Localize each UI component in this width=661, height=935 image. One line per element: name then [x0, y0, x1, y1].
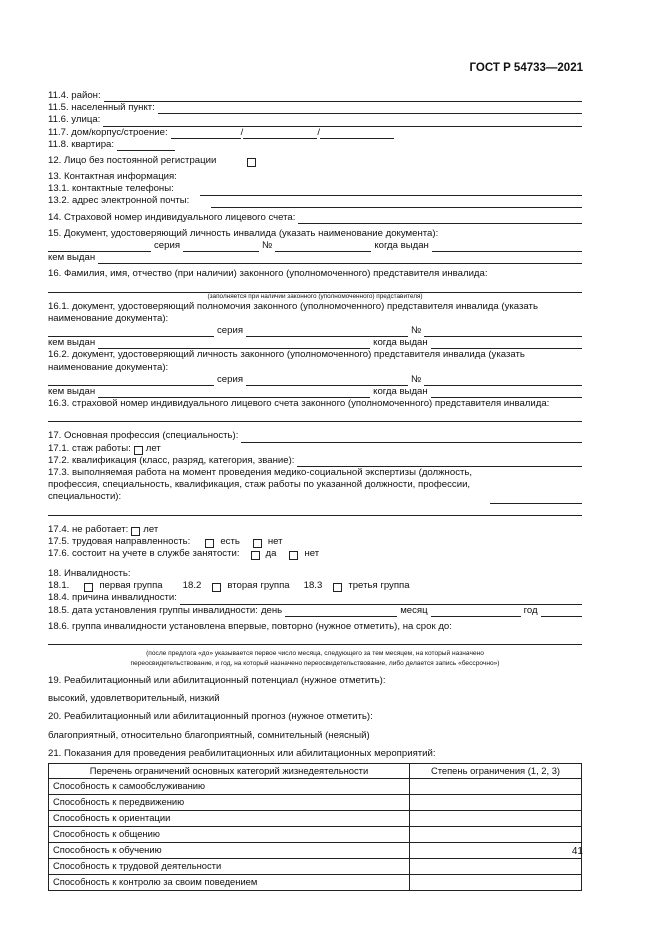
rep-series-field[interactable] — [246, 376, 408, 386]
table-row — [49, 810, 582, 826]
table-row — [49, 842, 582, 858]
group3-checkbox[interactable] — [333, 583, 342, 592]
disability-title: 18. Инвалидность: — [48, 568, 131, 580]
limitations-table — [48, 763, 582, 891]
table-row — [49, 794, 582, 810]
table-row — [49, 826, 582, 842]
number-label: № — [411, 373, 422, 385]
orientation-yes-checkbox[interactable] — [205, 539, 214, 548]
number-label: № — [411, 325, 422, 337]
series-label: серия — [217, 325, 244, 337]
snils-field[interactable] — [298, 214, 582, 224]
contact-title: 13. Контактная информация: — [48, 171, 177, 183]
first-time-label: 18.6. группа инвалидности установлена впервые, повторно (нужное отметить), на срок до: — [48, 620, 452, 632]
registered-no-checkbox[interactable] — [289, 551, 298, 560]
identity-doc-title: 15. Документ, удостоверяющий личность инвалида (указать наименование документа): — [48, 227, 439, 239]
representative-caption: (заполняется при наличии законного (уполномоченного) представителя) — [207, 292, 423, 300]
no-label: нет — [304, 547, 320, 559]
auth-series-field[interactable] — [246, 327, 408, 337]
registered-label: 17.6. состоит на учете в службе занятости: — [48, 547, 240, 559]
district-field[interactable] — [104, 92, 582, 102]
potential-title: 19. Реабилитационный или абилитационный потенциал (нужное отметить): — [48, 675, 386, 687]
table-header-degree: Степень ограничения (1, 2, 3) — [410, 763, 582, 778]
street-label: 11.6. улица: — [48, 114, 101, 126]
structure-field[interactable] — [320, 129, 394, 139]
qualification-field[interactable] — [297, 457, 582, 467]
profession-label: 17. Основная профессия (специальность): — [48, 430, 239, 442]
slash: / — [317, 126, 321, 138]
table-cell-limitation: Способность к общению — [49, 826, 410, 842]
no-registration-checkbox[interactable] — [247, 158, 256, 167]
rep-snils-field[interactable] — [48, 410, 582, 422]
table-cell-degree[interactable] — [410, 842, 582, 858]
not-working-label: 17.4. не работает: — [48, 523, 129, 535]
no-registration-label: 12. Лицо без постоянной регистрации — [48, 154, 217, 166]
issued-when-label: когда выдан — [373, 337, 428, 349]
rep-snils-label: 16.3. страховой номер индивидуального лицевого счета законного (уполномоченного) представителя инвалида: — [48, 398, 550, 410]
orientation-label: 17.5. трудовая направленность: — [48, 535, 191, 547]
yes-label: да — [265, 547, 277, 559]
apartment-label: 11.8. квартира: — [48, 138, 115, 150]
standard-header: ГОСТ Р 54733—2021 — [469, 62, 583, 74]
table-cell-limitation: Способность к передвижению — [49, 794, 410, 810]
cause-label: 18.4. причина инвалидности: — [48, 592, 177, 604]
indications-title: 21. Показания для проведения реабилитационных или абилитационных мероприятий: — [48, 747, 436, 759]
table-cell-limitation: Способность к ориентации — [49, 810, 410, 826]
current-work-field-2[interactable] — [48, 504, 582, 516]
prognosis-title: 20. Реабилитационный или абилитационный прогноз (нужное отметить): — [48, 711, 373, 723]
auth-issued-when-field[interactable] — [431, 339, 582, 349]
day-label: день — [260, 604, 283, 616]
group1-number: 18.1. — [48, 580, 70, 592]
slash: / — [240, 126, 244, 138]
group1-checkbox[interactable] — [84, 583, 93, 592]
email-field[interactable] — [211, 198, 582, 208]
auth-number-field[interactable] — [424, 327, 582, 337]
years-label: лет — [145, 442, 161, 454]
year-field[interactable] — [541, 607, 582, 617]
current-work-label: 17.3. выполняемая работа на момент проведения медико-социальной экспертизы (должность, профессия, специальность, квалификация, стаж работы по указанной должности, профессии, специальности): — [48, 466, 473, 503]
rep-issued-by-field[interactable] — [98, 388, 370, 398]
date-label: 18.5. дата установления группы инвалидности: — [48, 604, 258, 616]
page-number: 41 — [571, 846, 583, 857]
form-body — [48, 90, 582, 891]
identity-issued-by-field[interactable] — [98, 254, 582, 264]
rep-issued-when-field[interactable] — [431, 388, 582, 398]
table-row — [49, 778, 582, 794]
group2-checkbox[interactable] — [212, 583, 221, 592]
representative-name-field[interactable] — [48, 281, 582, 293]
identity-issued-when-field[interactable] — [432, 242, 582, 252]
auth-doc-name-field[interactable] — [48, 327, 214, 337]
experience-box[interactable] — [134, 446, 143, 455]
yes-label: есть — [220, 535, 240, 547]
rep-number-field[interactable] — [424, 376, 582, 386]
term-note-2: переосвидетельствование, и год, на который назначено переосвидетельствование, либо делается запись «бессрочно») — [130, 660, 500, 668]
apartment-field[interactable] — [117, 141, 175, 151]
phones-label: 13.1. контактные телефоны: — [48, 183, 174, 195]
table-cell-degree[interactable] — [410, 826, 582, 842]
current-work-field[interactable] — [490, 494, 582, 504]
profession-field[interactable] — [241, 433, 582, 443]
table-cell-limitation: Способность к трудовой деятельности — [49, 858, 410, 874]
snils-label: 14. Страховой номер индивидуального лицевого счета: — [48, 211, 296, 223]
term-note-1: (после предлога «до» указывается первое число месяца, следующего за тем месяцем, на который назначено — [146, 650, 484, 658]
potential-options[interactable]: высокий, удовлетворительный, низкий — [48, 693, 220, 705]
cause-field[interactable] — [180, 595, 582, 605]
table-cell-limitation: Способность к самообслуживанию — [49, 778, 410, 794]
locality-label: 11.5. населенный пункт: — [48, 102, 155, 114]
series-label: серия — [217, 373, 244, 385]
group1-label: первая группа — [99, 580, 163, 592]
series-label: серия — [154, 240, 181, 252]
rep-id-doc-name-field[interactable] — [48, 376, 214, 386]
table-header-row — [49, 763, 582, 778]
table-row — [49, 874, 582, 890]
phones-field[interactable] — [200, 186, 582, 196]
month-field[interactable] — [431, 607, 521, 617]
table-cell-degree[interactable] — [410, 810, 582, 826]
auth-doc-title: 16.1. документ, удостоверяющий полномочия законного (уполномоченного) представителя инвалида (указать наименование документа): — [48, 300, 538, 324]
group2-label: вторая группа — [227, 580, 290, 592]
issued-by-label: кем выдан — [48, 385, 96, 397]
building-field[interactable] — [240, 126, 317, 139]
table-row — [49, 858, 582, 874]
table-cell-degree[interactable] — [410, 858, 582, 874]
qualification-label: 17.2. квалификация (класс, разряд, категория, звание): — [48, 454, 295, 466]
table-header-limitations: Перечень ограничений основных категорий жизнедеятельности — [49, 763, 410, 778]
issued-when-label: когда выдан — [374, 240, 429, 252]
group2-number: 18.2 — [182, 580, 202, 592]
prognosis-options[interactable]: благоприятный, относительно благоприятный, сомнительный (неясный) — [48, 729, 370, 741]
table-cell-degree[interactable] — [410, 874, 582, 890]
day-field[interactable] — [285, 607, 397, 617]
locality-field[interactable] — [158, 104, 582, 114]
years-label: лет — [143, 523, 159, 535]
year-label: год — [523, 604, 538, 616]
identity-series-field[interactable] — [183, 242, 259, 252]
group3-number: 18.3 — [303, 580, 323, 592]
number-label: № — [262, 240, 273, 252]
group3-label: третья группа — [348, 580, 410, 592]
issued-when-label: когда выдан — [373, 385, 428, 397]
auth-issued-by-field[interactable] — [98, 339, 370, 349]
table-cell-degree[interactable] — [410, 778, 582, 794]
issued-by-label: кем выдан — [48, 252, 96, 264]
house-label: 11.7. дом/корпус/строение: — [48, 126, 168, 138]
term-field[interactable] — [48, 633, 582, 645]
identity-doc-name-field[interactable] — [48, 242, 151, 252]
identity-number-field[interactable] — [275, 242, 371, 252]
table-cell-degree[interactable] — [410, 794, 582, 810]
orientation-no-checkbox[interactable] — [253, 539, 262, 548]
street-field[interactable] — [103, 117, 582, 127]
month-label: месяц — [400, 604, 428, 616]
district-label: 11.4. район: — [48, 89, 101, 101]
issued-by-label: кем выдан — [48, 337, 96, 349]
email-label: 13.2. адрес электронной почты: — [48, 195, 190, 207]
registered-yes-checkbox[interactable] — [251, 551, 260, 560]
not-working-box[interactable] — [131, 527, 140, 536]
rep-id-doc-title: 16.2. документ, удостоверяющий личность законного (уполномоченного) представителя инвалида (указать наименование документа): — [48, 349, 525, 373]
table-cell-limitation: Способность к контролю за своим поведением — [49, 874, 410, 890]
table-cell-limitation: Способность к обучению — [49, 842, 410, 858]
no-label: нет — [267, 535, 283, 547]
representative-title: 16. Фамилия, имя, отчество (при наличии) законного (уполномоченного) представителя инвалида: — [48, 268, 488, 280]
house-field[interactable] — [171, 129, 241, 139]
experience-label: 17.1. стаж работы: — [48, 442, 131, 454]
